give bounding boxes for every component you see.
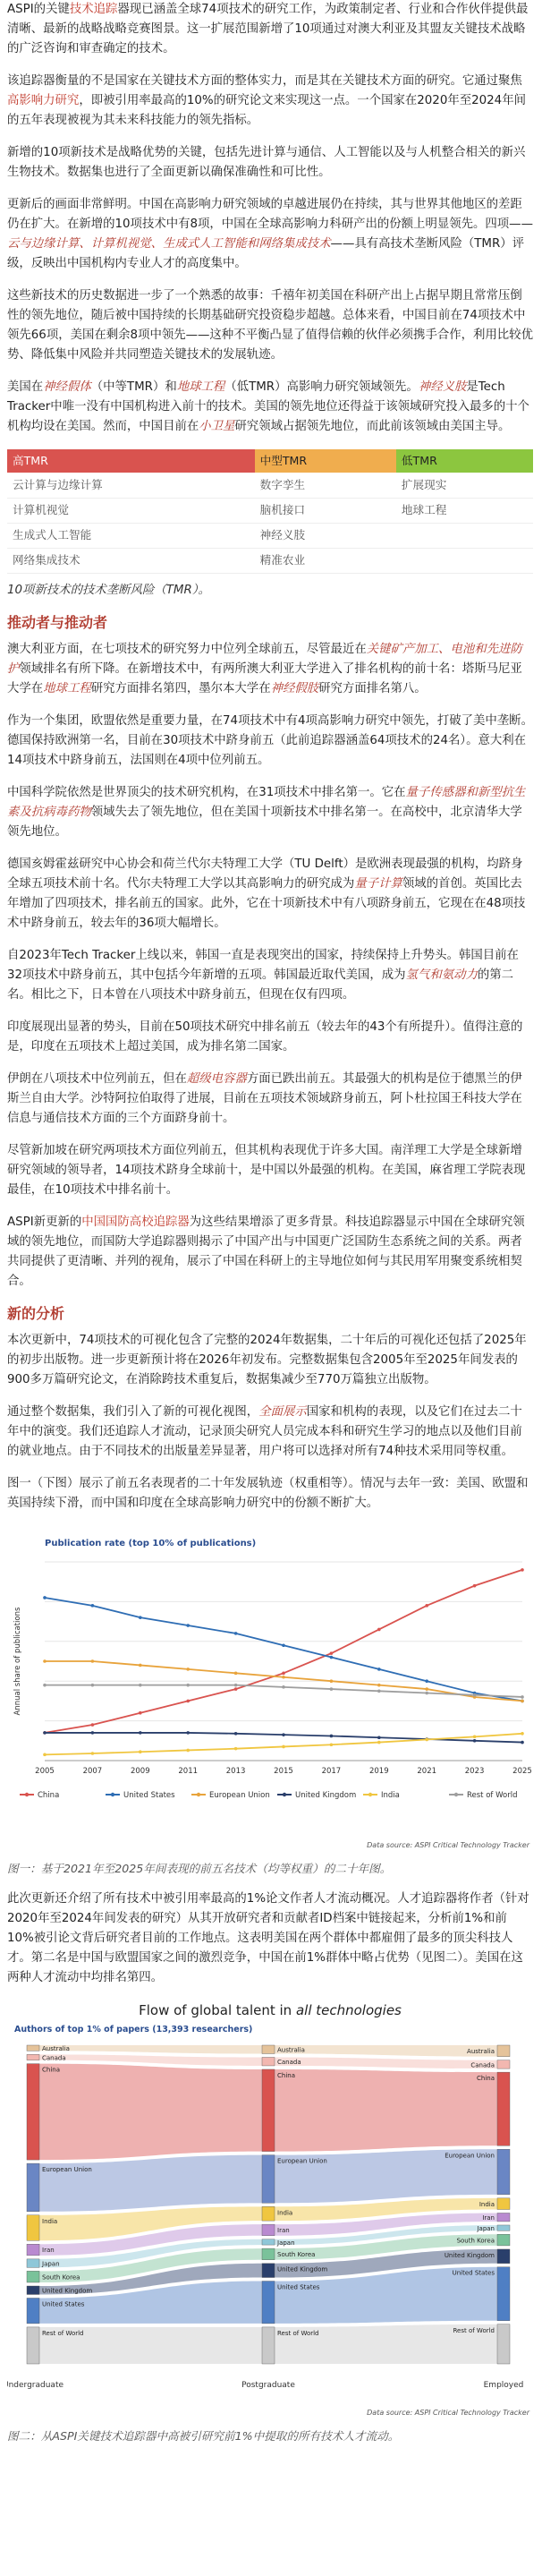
data-point — [425, 1737, 428, 1741]
flow-node — [262, 2068, 275, 2151]
x-tick-label: 2013 — [225, 1766, 246, 1776]
flow-band — [275, 2057, 497, 2068]
legend-label: European Union — [209, 1790, 270, 1800]
data-point — [377, 1689, 381, 1693]
flow-node — [497, 2234, 510, 2246]
table-cell — [396, 548, 533, 573]
data-point — [377, 1668, 381, 1671]
flow-node-label: South Korea — [277, 2250, 316, 2258]
flow-node — [262, 2281, 275, 2323]
data-point — [473, 1693, 477, 1696]
flow-node — [497, 2197, 510, 2209]
paragraph-intro: ASPI的关键技术追踪器现已涵盖全球74项技术的研究工作，为政策制定者、行业和合作伙伴提供最清晰、最新的战略战略竞赛图景。这一扩展范围新增了10项通过对澳大利亚及其盟友关键技术战略的广泛咨询和审查确定的技术。 — [7, 3, 529, 55]
flow-node — [262, 2206, 275, 2221]
data-point — [282, 1671, 285, 1675]
high-impact-research-link[interactable]: 高影响力研究 — [7, 94, 80, 107]
data-point — [139, 1731, 142, 1735]
flow-band — [39, 2154, 262, 2211]
data-point — [91, 1683, 95, 1686]
data-point — [91, 1604, 95, 1608]
data-point — [377, 1627, 381, 1631]
flow-node-label: Australia — [42, 2044, 70, 2052]
table-cell: 生成式人工智能 — [7, 523, 255, 548]
data-point — [330, 1687, 334, 1691]
flow-node-label: China — [277, 2071, 295, 2079]
flow-node-label: China — [42, 2066, 60, 2074]
flow-node — [262, 2045, 275, 2053]
data-point — [186, 1731, 190, 1735]
flow-node — [27, 2063, 39, 2159]
series-line-china — [45, 1569, 522, 1732]
data-point — [521, 1740, 524, 1744]
paragraph-eu: 作为一个集团，欧盟依然是重要力量，在74项技术中有4项高影响力研究中领先，打破了美中垄断。德国保持欧洲第一名，目前在30项技术中跻身前五（此前追踪器涵盖64项技术的24名）。意大利在14项技术中跻身前五，法国则在4项中位列前五。 — [7, 713, 533, 767]
flow-node-label: Canada — [470, 2060, 495, 2068]
data-point — [43, 1659, 47, 1663]
table-cell: 精准农业 — [255, 548, 396, 573]
table-cell: 计算机视觉 — [7, 498, 255, 523]
data-point — [282, 1675, 285, 1678]
data-point — [521, 1699, 524, 1702]
data-point — [43, 1596, 47, 1599]
flow-node — [27, 2163, 39, 2212]
data-point — [234, 1671, 238, 1675]
data-point — [91, 1731, 95, 1735]
flow-band — [39, 2045, 262, 2053]
data-point — [186, 1748, 190, 1752]
data-point — [330, 1734, 334, 1737]
flow-node-label: United Kingdom — [42, 2287, 93, 2295]
tmr-header-low: 低TMR — [396, 449, 533, 473]
data-point — [330, 1679, 334, 1683]
flow-node — [262, 2224, 275, 2236]
defence-universities-tracker-link[interactable]: 中国国防高校追踪器 — [81, 1215, 190, 1229]
figure2-caption: 图二：从ASPI关键技术追踪器中高被引研究前1%中提取的所有技术人才流动。 — [7, 2428, 400, 2443]
data-point — [282, 1744, 285, 1748]
flow-node-label: United States — [42, 2299, 85, 2307]
paragraph-dataset: 本次更新中，74项技术的可视化包含了完整的2024年数据集，二十年后的可视化还包括了2025年的初步出版物。进一步更新预计将在2026年初发布。完整数据集包含2005年至2025年间发表的900多万篇研究论文，在消除跨技术重复后，数据集减少至770万篇独立出版物。 — [7, 1333, 527, 1386]
flow-node-label: United Kingdom — [277, 2265, 328, 2273]
x-tick-label: 2021 — [417, 1766, 437, 1776]
paragraph-defence-tracker: ASPI新更新的中国国防高校追踪器为这些结果增添了更多背景。科技追踪器显示中国在全球研究领域的领先地位，而国防大学追踪器则揭示了中国产出与中国更广泛国防生态系统之间的关系。两者共同提供了更清晰、并列的视角，展示了中国在科研上的主导地位如何与其民用军用聚变系统相契合。 — [7, 1215, 525, 1288]
data-point — [377, 1740, 381, 1744]
data-point — [139, 1663, 142, 1667]
data-point — [425, 1679, 428, 1683]
data-point — [91, 1723, 95, 1727]
paragraph-korea: 自2023年Tech Tracker上线以来，韩国一直是表现突出的国家，持续保持上升势头。韩国目前在32项技术中跻身前五，其中包括今年新增的五项。韩国最近取代美国，成为氢气和氨动力的第二名。相比之下，日本曾在八项技术中跻身前五，但现在仅有四项。 — [7, 948, 519, 1002]
publication-rate-chart — [7, 1526, 533, 1855]
paragraph-singapore: 尽管新加坡在研究两项技术方面位列前五，但其机构表现优于许多大国。南洋理工大学是全球新增研究领域的领导者，14项技术跻身全球前十，是中国以外最强的机构。在美国，麻省理工学院表现最佳，在10项技术中排名前十。 — [7, 1143, 526, 1197]
data-point — [234, 1632, 238, 1635]
figure1-caption: 图一：基于2021年至2025年间表现的前五名技术（均等权重）的二十年图。 — [7, 1861, 392, 1875]
paragraph-india: 印度展现出显著的势头，目前在50项技术研究中排名前五（较去年的43个有所提升）。值得注意的是，印度在五项技术上超过美国，成为排名第二国家。 — [7, 1019, 523, 1053]
flow-node — [497, 2266, 510, 2320]
flow-node — [262, 2326, 275, 2363]
paragraph-cas: 中国科学院依然是世界顶尖的技术研究机构，在31项技术中排名第一。它在量子传感器和新型抗生素及抗病毒药物领域失去了领先地位，但在美国十项新技术中排名第一。在高校中，北京清华大学领先地位。 — [7, 785, 526, 839]
data-point — [43, 1731, 47, 1735]
flow-node-label: India — [277, 2208, 293, 2216]
flow-node-label: European Union — [277, 2157, 327, 2165]
flow-node — [262, 2154, 275, 2203]
flow-node-label: Iran — [42, 2246, 55, 2254]
legend-label: China — [38, 1790, 60, 1800]
flow-node — [262, 2263, 275, 2277]
paragraph-method: 该追踪器衡量的不是国家在关键技术方面的整体实力，而是其在关键技术方面的研究。它通过聚焦高影响力研究，即被引用率最高的10%的研究论文来实现这一点。一个国家在2020年至2024年间的五年表现被视为其未来科技能力的领先指标。 — [7, 74, 526, 127]
tech-tracker-link[interactable]: 技术追踪 — [69, 3, 118, 16]
legend-label: United Kingdom — [295, 1790, 357, 1800]
flow-node — [27, 2271, 39, 2282]
data-point — [425, 1604, 428, 1608]
data-point — [186, 1699, 190, 1702]
flow-node — [497, 2324, 510, 2363]
flow-node — [27, 2045, 39, 2051]
table-cell: 脑机接口 — [255, 498, 396, 523]
data-point — [234, 1683, 238, 1686]
table-row — [7, 523, 533, 548]
chart-title: Publication rate (top 10% of publications) — [45, 1538, 257, 1548]
table-cell: 云计算与边缘计算 — [7, 473, 255, 498]
flow-source: Data source: ASPI Critical Technology Tracker — [367, 2408, 529, 2417]
flow-stage-label: Undergraduate — [7, 2380, 64, 2390]
data-point — [377, 1736, 381, 1739]
x-tick-label: 2023 — [464, 1766, 485, 1776]
flow-node-label: Japan — [477, 2224, 495, 2232]
publication-rate-chart-svg — [7, 1526, 533, 1830]
data-point — [43, 1683, 47, 1686]
talent-flow-subtitle: Authors of top 1% of papers (13,393 researchers) — [14, 2024, 253, 2034]
y-axis-label: Annual share of publications — [13, 1607, 22, 1715]
legend-label: United States — [123, 1790, 175, 1800]
table-cell: 神经义肢 — [255, 523, 396, 548]
flow-node-label: European Union — [42, 2165, 92, 2173]
flow-node-label: Iran — [482, 2213, 495, 2222]
data-point — [234, 1746, 238, 1750]
talent-flow-title: Flow of global talent in all technologies — [139, 2001, 402, 2018]
table-cell: 地球工程 — [396, 498, 533, 523]
data-point — [234, 1732, 238, 1736]
paragraph-visualisation: 通过整个数据集，我们引入了新的可视化视图，全面展示国家和机构的表现，以及它们在过去二十年中的演变。我们还追踪人才流动，记录顶尖研究人员完成本科和研究生学习的地点以及他们目前的就业地点。由于不同技术的出版量差异显著，用户将可以选择对所有74种技术采用同等权重。 — [7, 1404, 522, 1458]
paragraph-figure1-intro: 图一（下图）展示了前五名表现者的二十年发展轨迹（权重相等）。情况与去年一致：美国、欧盟和英国持续下滑，而中国和印度在全球高影响力研究中的份额不断扩大。 — [7, 1476, 529, 1510]
table-cell — [396, 523, 533, 548]
flow-node-label: Australia — [467, 2047, 495, 2055]
chart-source: Data source: ASPI Critical Technology Tracker — [367, 1840, 529, 1849]
legend-label: Rest of World — [467, 1790, 518, 1800]
legend-marker — [25, 1792, 29, 1796]
data-point — [425, 1687, 428, 1691]
flow-node-label: India — [478, 2200, 495, 2208]
legend-marker — [111, 1792, 114, 1796]
flow-stage-label: Employed — [483, 2380, 524, 2390]
data-point — [330, 1743, 334, 1746]
legend-label: India — [381, 1790, 400, 1800]
data-point — [139, 1683, 142, 1686]
flow-node — [497, 2149, 510, 2195]
flow-node-label: Rest of World — [277, 2329, 319, 2337]
paragraph-germany: 德国亥姆霍兹研究中心协会和荷兰代尔夫特理工大学（TU Delft）是欧洲表现最强的机构，均跻身全球五项技术前十名。代尔夫特理工大学以其高影响力的研究成为量子计算领域的首创。英国比去年增加了四项技术，排名前五的国家。此外，它在十项新技术中有八项跻身前五，它现在在48项技术中跻身前五，较去年的36项大幅增长。 — [7, 857, 526, 930]
x-tick-label: 2017 — [321, 1766, 342, 1776]
flow-node — [497, 2072, 510, 2145]
paragraph-us-lead: 美国在神经假体（中等TMR）和地球工程（低TMR）高影响力研究领域领先。神经义肢是Tech Tracker中唯一没有中国机构进入前十的技术。美国的领先地位还得益于该领域研究投入最多的十个机构均设在美国。然而，中国目前在小卫星研究领域占据领先地位，而此前该领域由美国主导。 — [7, 380, 529, 433]
x-tick-label: 2025 — [512, 1766, 532, 1776]
paragraph-new-tech: 新增的10项新技术是战略优势的关键，包括先进计算与通信、人工智能以及与人机整合相关的新兴生物技术。数据集也进行了全面更新以确保准确性和可比性。 — [7, 146, 526, 179]
x-tick-label: 2007 — [82, 1766, 103, 1776]
paragraph-iran: 伊朗在八项技术中位列前五，但在超级电容器方面已跌出前五。其最强大的机构是位于德黑兰的伊斯兰自由大学。沙特阿拉伯取得了进展，目前在五项技术领域跻身前五，阿卜杜拉国王科技大学在信息与通信技术方面的三个方面跻身前十。 — [7, 1071, 522, 1125]
flow-node — [497, 2224, 510, 2230]
flow-band — [275, 2068, 497, 2151]
flow-node-label: South Korea — [42, 2273, 80, 2281]
flow-node — [497, 2213, 510, 2221]
data-point — [186, 1668, 190, 1671]
data-point — [330, 1655, 334, 1659]
data-point — [186, 1683, 190, 1686]
flow-node — [262, 2239, 275, 2244]
data-point — [91, 1752, 95, 1755]
data-point — [473, 1583, 477, 1587]
flow-node — [27, 2326, 39, 2363]
data-point — [139, 1616, 142, 1619]
x-tick-label: 2015 — [274, 1766, 293, 1776]
flow-band — [275, 2045, 497, 2057]
section-heading-analysis: 新的分析 — [7, 1304, 65, 1322]
flow-node — [27, 2054, 39, 2060]
x-tick-label: 2005 — [35, 1766, 55, 1776]
data-point — [282, 1733, 285, 1736]
tmr-table — [7, 449, 533, 574]
data-point — [234, 1687, 238, 1691]
flow-node-label: Canada — [277, 2058, 301, 2066]
flow-node-label: Iran — [277, 2226, 290, 2234]
flow-node-label: Australia — [277, 2046, 305, 2054]
paragraph-australia: 澳大利亚方面，在七项技术的研究努力中位列全球前五，尽管最近在关键矿产加工、电池和先进防护领域排名有所下降。在新增技术中，有两所澳大利亚大学进入了排名机构的前十名：塔斯马尼亚大学在地球工程研究方面排名第四，墨尔本大学在神经假肢研究方面排名第八。 — [7, 642, 522, 695]
x-tick-label: 2019 — [368, 1766, 389, 1776]
table-row — [7, 548, 533, 573]
paragraph-picture: 更新后的画面非常鲜明。中国在高影响力研究领域的卓越进展仍在持续，其与世界其他地区的差距仍在扩大。在新增的10项技术中有8项，中国在全球高影响力科研产出的份额上明显领先。四项——云与边缘计算、计算机视觉、生成式人工智能和网络集成技术——具有高技术垄断风险（TMR）评级，反映出中国机构内专业人才的高度集中。 — [7, 198, 533, 270]
table-row — [7, 473, 533, 498]
data-point — [139, 1710, 142, 1714]
tmr-header-medium: 中型TMR — [255, 449, 396, 473]
legend-marker — [197, 1792, 200, 1796]
flow-node — [27, 2244, 39, 2256]
flow-node — [262, 2248, 275, 2260]
flow-node-label: United States — [452, 2269, 495, 2277]
data-point — [521, 1732, 524, 1736]
table-cell: 扩展现实 — [396, 473, 533, 498]
talent-flow-svg — [7, 2040, 533, 2396]
talent-flow-figure — [7, 2000, 533, 2423]
legend-marker — [454, 1792, 458, 1796]
flow-node — [497, 2060, 510, 2068]
data-point — [473, 1739, 477, 1743]
x-tick-label: 2009 — [130, 1766, 150, 1776]
section-heading-drivers: 推动者与推动者 — [7, 613, 108, 631]
flow-node-label: Canada — [42, 2053, 66, 2061]
flow-node-label: India — [42, 2217, 58, 2225]
table-row — [7, 498, 533, 523]
flow-node-label: Rest of World — [42, 2329, 84, 2337]
data-point — [282, 1643, 285, 1647]
data-point — [186, 1624, 190, 1627]
data-point — [425, 1691, 428, 1694]
flow-node-label: Japan — [42, 2260, 60, 2268]
flow-node — [497, 2045, 510, 2057]
flow-node-label: United Kingdom — [444, 2251, 495, 2259]
tmr-header-high: 高TMR — [7, 449, 255, 473]
data-point — [282, 1685, 285, 1689]
data-point — [330, 1651, 334, 1655]
legend-marker — [368, 1792, 372, 1796]
flow-band — [39, 2063, 262, 2159]
flow-node — [497, 2248, 510, 2263]
x-tick-label: 2011 — [178, 1766, 199, 1776]
data-point — [43, 1753, 47, 1756]
flow-node-label: Japan — [277, 2239, 295, 2247]
series-line-india — [45, 1733, 522, 1754]
flow-node — [27, 2214, 39, 2239]
data-point — [521, 1568, 524, 1572]
flow-node-label: Rest of World — [453, 2326, 495, 2334]
data-point — [139, 1750, 142, 1753]
flow-node-label: South Korea — [456, 2236, 495, 2244]
tmr-table-caption: 10项新技术的技术垄断风险（TMR）。 — [7, 583, 210, 597]
data-point — [377, 1683, 381, 1686]
data-point — [91, 1659, 95, 1663]
flow-node — [27, 2258, 39, 2266]
paragraph-talent: 此次更新还介绍了所有技术中被引用率最高的1%论文作者人才流动概况。人才追踪器将作者（针对2020年至2024年间发表的研究）从其开放研究者和贡献者ID档案中链接起来，分析前1%和前10%被引论文背后研究者目前的工作地点。这表明美国在两个群体中都雇佣了最多的顶尖科技人才。第二名是中国与欧盟国家之间的激烈竞争，中国在前1%群体中略占优势（见图二）。美国在这两种人才流动中均排名第四。 — [7, 1891, 529, 1984]
flow-node — [262, 2057, 275, 2065]
legend-marker — [283, 1792, 286, 1796]
paragraph-history: 这些新技术的历史数据进一步了一个熟悉的故事：千禧年初美国在科研产出上占据早期且常常压倒性的领先地位，随后被中国持续的长期基础研究投资稳步超越。总体来看，中国目前在74项技术中领先66项，美国在剩余8项中领先——这种不平衡凸显了值得信赖的伙伴必须携手合作，利用比较优势、降低集中风险并共同塑造关键技术的发展轨迹。 — [7, 289, 533, 362]
flow-node — [27, 2298, 39, 2323]
flow-node-label: China — [477, 2074, 495, 2082]
table-cell: 网络集成技术 — [7, 548, 255, 573]
flow-node-label: United States — [277, 2283, 320, 2291]
flow-node — [27, 2286, 39, 2294]
data-point — [521, 1695, 524, 1699]
data-point — [473, 1735, 477, 1738]
table-cell: 数字孪生 — [255, 473, 396, 498]
flow-stage-label: Postgraduate — [241, 2380, 295, 2390]
flow-node-label: European Union — [445, 2151, 495, 2159]
